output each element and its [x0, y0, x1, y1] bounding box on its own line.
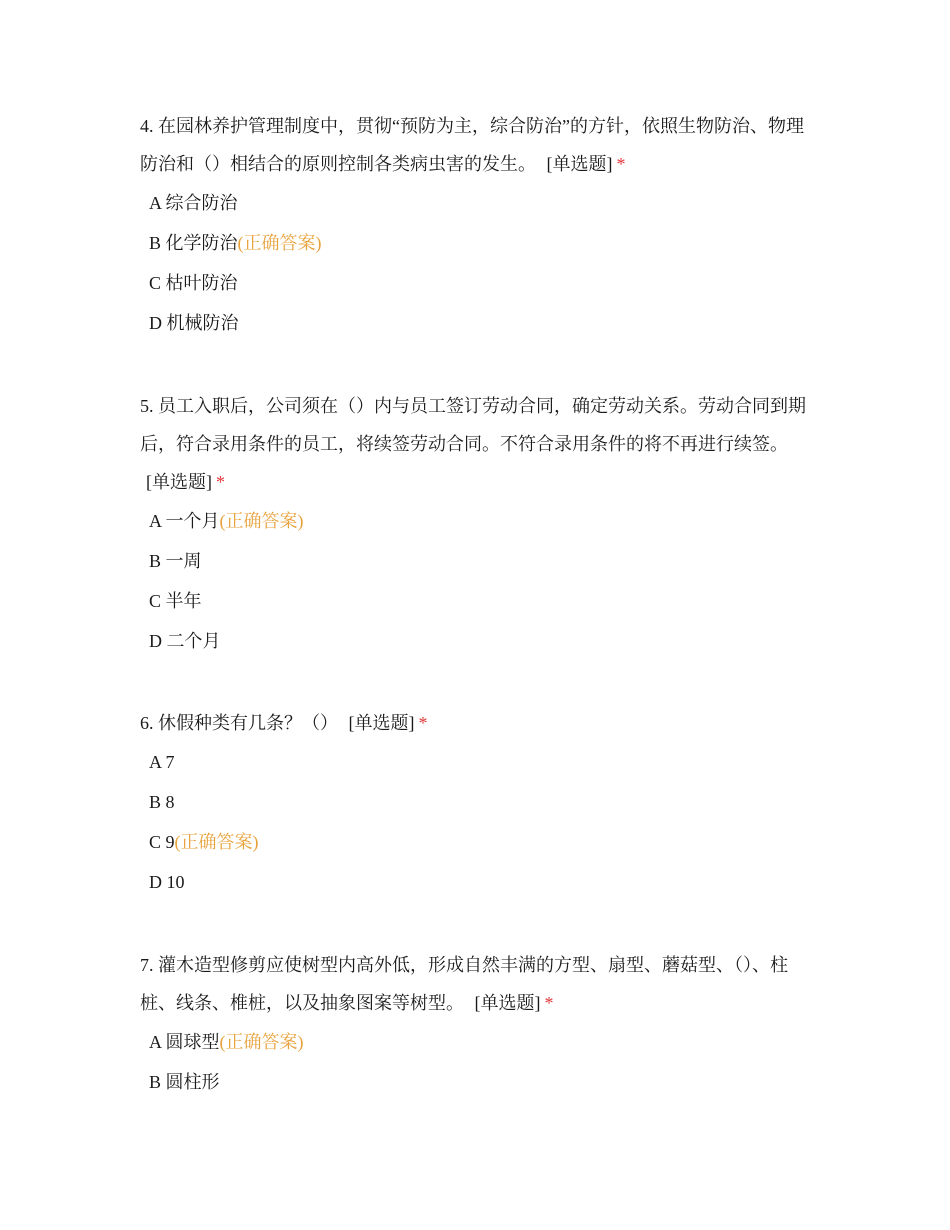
question-5	[140, 387, 820, 669]
option-text: 一周	[165, 551, 202, 571]
option-letter: B	[149, 792, 162, 812]
option-text: 圆球型	[165, 1032, 220, 1052]
question-type-label: [单选题]	[146, 472, 212, 492]
option-a[interactable]	[149, 509, 820, 549]
question-number: 7.	[140, 955, 154, 975]
question-title	[140, 387, 820, 501]
option-letter: A	[149, 752, 162, 772]
question-type-label: [单选题]	[348, 713, 415, 733]
options-list	[140, 750, 820, 910]
required-mark: *	[544, 993, 554, 1013]
option-letter: D	[149, 631, 162, 651]
required-mark: *	[418, 713, 428, 733]
question-number: 5.	[140, 396, 154, 416]
option-letter: C	[149, 591, 162, 611]
option-b[interactable]	[149, 1070, 820, 1110]
question-6	[140, 704, 820, 910]
option-text: 10	[166, 872, 185, 892]
options-list	[140, 509, 820, 669]
required-mark: *	[616, 154, 626, 174]
option-d[interactable]	[149, 311, 820, 351]
option-letter: B	[149, 233, 162, 253]
option-letter: A	[149, 1032, 162, 1052]
option-letter: C	[149, 273, 162, 293]
correct-answer-label: (正确答案)	[174, 832, 259, 852]
option-text: 圆柱形	[165, 1072, 220, 1092]
question-number: 4.	[140, 116, 154, 136]
option-text: 一个月	[165, 511, 220, 531]
option-letter: C	[149, 832, 162, 852]
option-b[interactable]	[149, 790, 820, 830]
question-title	[140, 704, 820, 742]
option-d[interactable]	[149, 870, 820, 910]
question-number: 6.	[140, 713, 154, 733]
option-b[interactable]	[149, 231, 820, 271]
question-7	[140, 946, 820, 1110]
option-text: 枯叶防治	[165, 273, 238, 293]
question-title	[140, 107, 820, 183]
question-title	[140, 946, 820, 1022]
option-text: 半年	[165, 591, 202, 611]
question-type-label: [单选题]	[474, 993, 541, 1013]
option-text: 二个月	[166, 631, 221, 651]
option-letter: B	[149, 551, 162, 571]
option-c[interactable]	[149, 830, 820, 870]
option-a[interactable]	[149, 750, 820, 790]
question-text: 员工入职后，公司须在（）内与员工签订劳动合同，确定劳动关系。劳动合同到期后，符合录用条件的员工，将续签劳动合同。不符合录用条件的将不再进行续签。	[140, 396, 806, 454]
option-letter: A	[149, 511, 162, 531]
option-a[interactable]	[149, 191, 820, 231]
option-c[interactable]	[149, 589, 820, 629]
question-4	[140, 107, 820, 351]
option-text: 机械防治	[166, 313, 239, 333]
option-text: 9	[165, 832, 175, 852]
option-letter: B	[149, 1072, 162, 1092]
option-letter: A	[149, 193, 162, 213]
correct-answer-label: (正确答案)	[237, 233, 322, 253]
option-letter: D	[149, 872, 162, 892]
option-b[interactable]	[149, 549, 820, 589]
option-text: 综合防治	[165, 193, 238, 213]
question-text: 在园林养护管理制度中，贯彻“预防为主，综合防治”的方针，依照生物防治、物理防治和（）相结合的原则控制各类病虫害的发生。	[140, 116, 804, 174]
options-list	[140, 191, 820, 351]
option-text: 化学防治	[165, 233, 238, 253]
option-text: 8	[165, 792, 175, 812]
required-mark: *	[216, 472, 225, 492]
correct-answer-label: (正确答案)	[219, 1032, 304, 1052]
option-c[interactable]	[149, 271, 820, 311]
option-a[interactable]	[149, 1030, 820, 1070]
correct-answer-label: (正确答案)	[219, 511, 304, 531]
question-text: 休假种类有几条？（）	[158, 713, 338, 733]
option-letter: D	[149, 313, 162, 333]
option-text: 7	[165, 752, 175, 772]
question-type-label: [单选题]	[546, 154, 613, 174]
option-d[interactable]	[149, 629, 820, 669]
question-text: 灌木造型修剪应使树型内高外低，形成自然丰满的方型、扇型、蘑菇型、（）、柱桩、线条、椎桩，以及抽象图案等树型。	[140, 955, 788, 1013]
options-list	[140, 1030, 820, 1110]
